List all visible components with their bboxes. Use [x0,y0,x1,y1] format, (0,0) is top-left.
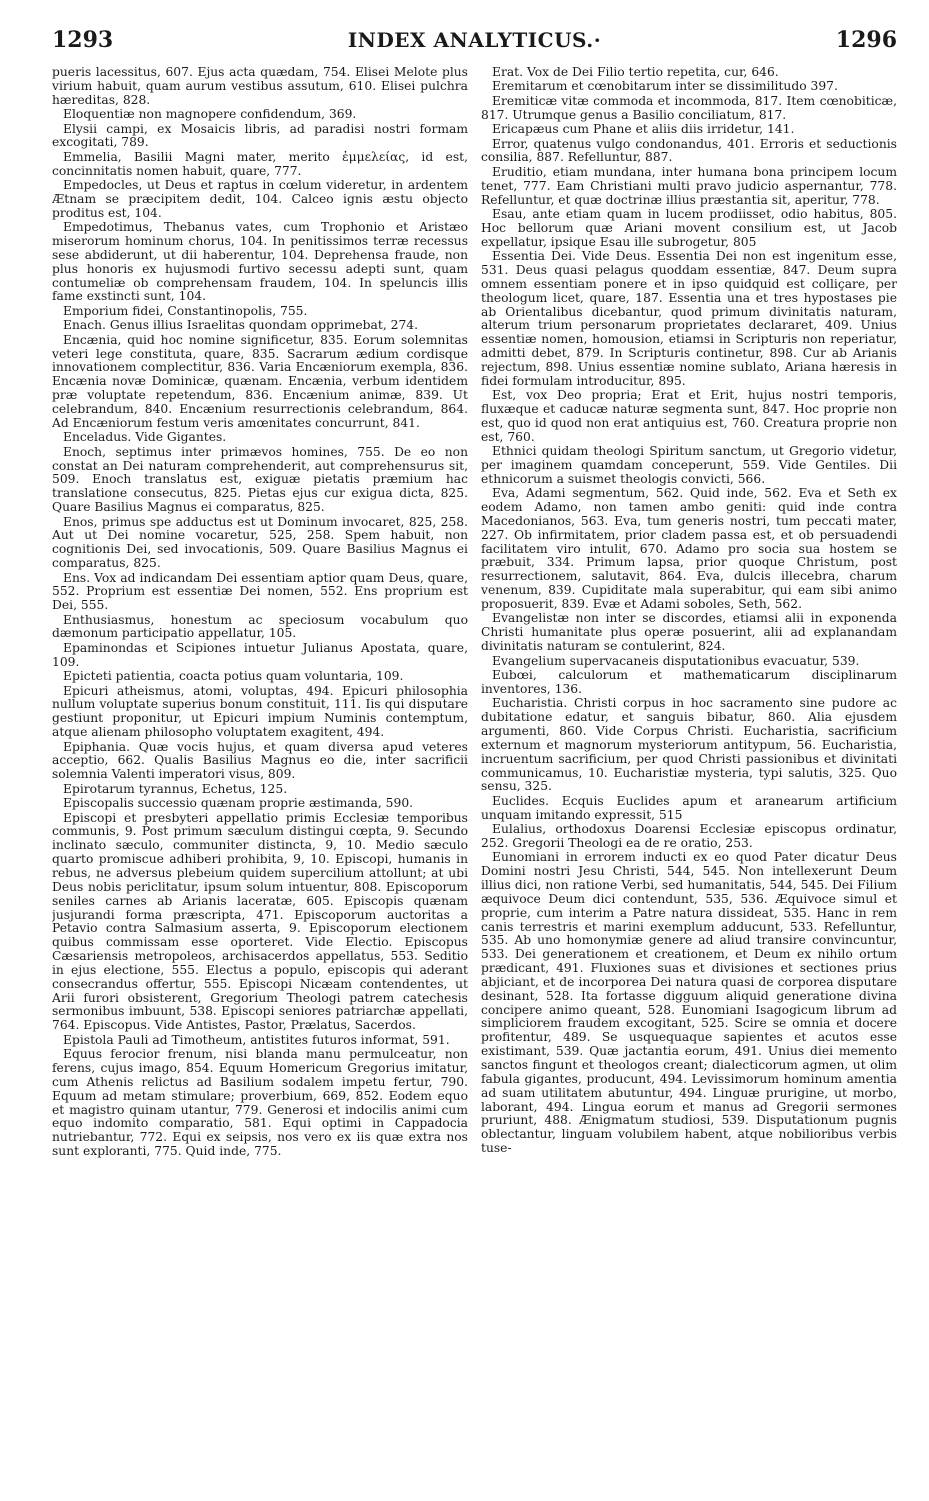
index-entry: Eva, Adami segmentum, 562. Quid inde, 562. Eva et Seth ex eodem Adamo, non tamen ambo geniti: quid inde contra Macedonianos, 563. Eva, tum generis nostri, tum peccati mater, 227. Ob infirmitatem, prior cladem passa est, et ob persuadendi facilitatem viro intulit, 670. Adamo pro socia sua hostem se præbuit, 334. Primum lapsa, prior quoque Christum, post resurrectionem, salutavit, 864. Eva, dulcis illecebra, charum venenum, 839. Cupiditate mala superabitur, qui eam sibi animo proposuerit, 839. Evæ et Adami soboles, Seth, 562. [481,486,897,611]
index-entry: Enoch, septimus inter primævos homines, 755. De eo non constat an Dei naturam comprehenderit, aut comprehensurus sit, 509. Enoch translatus est, exiguæ pietatis præmium hac translatione consecutus, 825. Pietas ejus cur exigua dicta, 825. Quare Basilius Magnus ei comparatus, 825. [52,444,468,515]
index-entry: Epaminondas et Scipiones intuetur Julianus Apostata, quare, 109. [52,640,468,669]
index-entry: Eremitarum et cœnobitarum inter se dissimilitudo 397. [492,79,838,94]
index-entry: Eunomiani in errorem inducti ex eo quod Pater dicatur Deus Domini nostri Jesu Christi, 544, 545. Non intellexerunt Deum illius dici, non ratione Verbi, sed humanitatis, 544, 545. Dei Filium æquivoce Deum dici contendunt, 535, 536. Æquivoce simul et proprie, cum interim a Patre natura dissideat, 535. Hanc in rem canis terrestris et marini exemplum adducunt, 533. Refelluntur, 535. Ab uno homonymiæ genere ad aliud transire convincuntur, 533. Dei generationem et creationem, et Deum ex nihilo ortum prædicant, 491. Fluxiones suas et divisiones et sectiones prius abjiciant, et de incorporea Dei natura quasi de corporea disputare desinant, 528. Ita fortasse digguum aliquid generatione divina concipere animo queant, 528. Eunomiani Isagogicum librum ad simpliciorem fraudem excogitant, 525. Scire se omnia et docere profitentur, 489. Se usquequaque sapientes et acutos esse existimant, 539. Quæ jactantia eorum, 491. Unius diei memento sanctos fingunt et theologos creant; dialecticorum agmen, ut olim fabula gigantes, producunt, 494. Levissimorum hominum amentia ad suam utilitatem abutuntur, 494. Linguæ prurigine, ut morbo, laborant, 494. Lingua eorum et manus ad Gregorii sermones pruriunt, 488. Ænigmatum studiosi, 539. Disputationum pugnis oblectantur, linguam volubilem habent, atque nobilioribus verbis tuse- [481,850,897,1156]
index-entry: Est, vox Deo propria; Erat et Erit, hujus nostri temporis, fluxæque et caducæ naturæ segmenta sunt, 847. Hoc proprie non est, quo id quod non erat antiquius est, 760. Creatura proprie non est, 760. [481,388,897,444]
index-entry: Epicuri atheismus, atomi, voluptas, 494. Epicuri philosophia nullum voluptate superius bonum constituit, 111. Iis qui disputare gestiunt proponitur, ut Epicuri impium Numinis contemptum, atque alienam philosopho voluptatem exagitent, 494. [52,683,468,740]
index-entry: Enthusiasmus, honestum ac speciosum vocabulum quo dæmonum participatio appellatur, 105. [52,612,468,641]
index-entry: Episcopi et presbyteri appellatio primis Ecclesiæ temporibus communis, 9. Post primum sæculum distingui cœpta, 9. Secundo inclinato sæculo, communiter distincta, 9, 10. Medio sæculo quarto promiscue adhiberi prohibita, 9, 10. Episcopi, humanis in rebus, ne adversus plebeium quidem supercilium attollunt; at ubi Deus nobis periclitatur, ipsum solum intuentur, 808. Episcoporum seniles carnes ab Arianis laceratæ, 605. Episcopis quænam jusjurandi forma præscripta, 471. Episcoporum auctoritas a Petavio contra Salmasium asserta, 9. Episcoporum electionem quibus commissam esse oporteret. Vide Electio. Episcopus Cæsariensis metropoleos, archisacerdos appellatus, 553. Seditio in ejus electione, 555. Electus a populo, episcopis qui aderant consecrandus offertur, 555. Episcopi Nicæam contendentes, ut Arii furori obsisterent, Gregorium Theologi patrem catechesis sermonibus imbuunt, 538. Episcopi seniores patriarchæ appellati, 764. Episcopus. Vide Antistes, Pastor, Prælatus, Sacerdos. [52,810,468,1033]
page-number-left: 1293 [52,27,114,53]
index-entry: Epicteti patientia, coacta potius quam voluntaria, 109. [63,669,404,684]
index-entry: Ens. Vox ad indicandam Dei essentiam aptior quam Deus, quare, 552. Proprium est essentiæ Dei nomen, 552. Ens proprium est Dei, 555. [52,570,468,613]
index-entry: Evangelistæ non inter se discordes, etiamsi alii in exponenda Christi humanitate plus operæ posuerint, alii ad explanandam divinitatis naturam se contulerint, 824. [481,611,897,654]
index-entry: Empedocles, ut Deus et raptus in cœlum videretur, in ardentem Ætnam se præcipitem dedit, 104. Calceo ignis æstu objecto proditus est, 104. [52,178,468,220]
index-entry: Emmelia, Basilii Magni mater, merito ἐμμελείας, id est, concinnitatis nomen habuit, quare, 777. [52,149,468,178]
index-entry: Eloquentiæ non magnopere confidendum, 369. [63,107,357,122]
index-entry: Essentia Dei. Vide Deus. Essentia Dei non est ingenitum esse, 531. Deus quasi pelagus quoddam essentiæ, 847. Deum supra omnem essentiam ponere et in ipso quidquid est colliçare, per theologum licet, quare, 187. Essentia una et tres hypostases pie ab Orientalibus dicebantur, quod primum divinitatis naturam, alterum trium personarum proprietates declararet, 409. Unius essentiæ nomen, homousion, etiamsi in Scripturis non reperiatur, admitti debet, 879. In Scripturis continetur, 898. Cur ab Arianis rejectum, 898. Unius essentiæ nomine sublato, Ariana hæresis in fidei formulam introducitur, 895. [481,249,897,388]
index-entry: Episcopalis successio quænam proprie æstimanda, 590. [63,796,414,811]
index-entry: Eruditio, etiam mundana, inter humana bona principem locum tenet, 777. Eam Christiani multi pravo judicio aspernantur, 778. Refelluntur, et quæ doctrinæ illius præstantia sit, aperitur, 778. [481,164,897,207]
index-entry: Enos, primus spe adductus est ut Dominum invocaret, 825, 258. Aut ut Dei nomine vocaretur, 525, 258. Spem habuit, non cognitionis Dei, sed invocationis, 509. Quare Basilius Magnus ei comparatus, 825. [52,514,468,571]
index-entry: Empedotimus, Thebanus vates, cum Trophonio et Aristæo miserorum hominum chorus, 104. In penitissimos terræ recessus sese abdiderunt, ut dii haberentur, 104. Deprehensa fraude, non plus honoris ex hujusmodi furtivo secessu adepti sunt, quam contumeliæ ob comprehensam fraudem, 104. In speluncis illis fame exstincti sunt, 104. [52,220,468,304]
index-entry: Euclides. Ecquis Euclides apum et aranearum artificium unquam imitando expressit, 515 [481,793,897,822]
index-entry: Esau, ante etiam quam in lucem prodiisset, odio habitus, 805. Hoc bellorum quæ Ariani movent consilium est, ut Jacob expellatur, ipsique Esau ille subrogetur, 805 [481,207,897,249]
index-entry: Eubœi, calculorum et mathematicarum disciplinarum inventores, 136. [481,668,897,696]
page-header [52,22,897,58]
index-columns [52,66,897,1496]
page-number-right: 1296 [835,27,897,53]
right-column [481,66,897,1496]
index-entry: Erat. Vox de Dei Filio tertio repetita, cur, 646. [492,66,779,79]
index-entry: Encænia, quid hoc nomine significetur, 835. Eorum solemnitas veteri lege constituta, quare, 835. Sacrarum ædium cordisque innovationem complectitur, 836. Varia Encæniorum exempla, 836. Encænia novæ Dominicæ, quænam. Encænia, verbum identidem præ voluptate repetendum, 836. Encænium animæ, 839. Ut celebrandum, 840. Encænium resurrectionis celebrandum, 864. Ad Encæniorum festum veris amœnitates concurrunt, 841. [52,332,468,430]
index-entry: Enceladus. Vide Gigantes. [63,430,227,445]
index-entry: Eremiticæ vitæ commoda et incommoda, 817. Item cœnobiticæ, 817. Utrumque genus a Basilio conciliatum, 817. [481,93,897,122]
index-entry: Evangelium supervacaneis disputationibus evacuatur, 539. [492,653,860,668]
index-entry: Epistola Pauli ad Timotheum, antistites futuros informat, 591. [63,1032,450,1047]
index-entry: Equus ferocior frenum, nisi blanda manu permulceatur, non ferens, cujus imago, 854. Equum Homericum Gregorius imitatur, cum Athenis relictus ad Basilium sodalem impetu fertur, 790. Equum ad metam stimulare; proverbium, 669, 852. Eodem equo et magistro quinam utantur, 779. Generosi et indocilis animi cum equo indomito comparatio, 581. Equi optimi in Cappadocia nutriebantur, 772. Equi ex seipsis, nos vero ex iis quæ extra nos sunt exploranti, 775. Quid inde, 775. [52,1047,468,1159]
index-entry: pueris lacessitus, 607. Ejus acta quædam, 754. Elisei Melote plus virium habuit, quam aurum vestibus assutum, 610. Elisei pulchra hæreditas, 828. [52,66,468,107]
index-entry: Error, quatenus vulgo condonandus, 401. Erroris et seductionis consilia, 887. Refelluntur, 887. [481,136,897,165]
index-entry: Enach. Genus illius Israelitas quondam opprimebat, 274. [63,318,419,333]
index-entry: Eulalius, orthodoxus Doarensi Ecclesiæ episcopus ordinatur, 252. Gregorii Theologi ea de re oratio, 253. [481,822,897,850]
index-entry: Epirotarum tyrannus, Echetus, 125. [63,781,288,796]
index-entry: Ericapæus cum Phane et aliis diis irridetur, 141. [492,122,795,137]
left-column [52,66,468,1496]
running-title: INDEX ANALYTICUS.· [347,28,602,52]
index-entry: Ethnici quidam theologi Spiritum sanctum, ut Gregorio videtur, per imaginem quamdam conceperunt, 559. Vide Gentiles. Dii ethnicorum a suismet theologis convicti, 566. [481,444,897,486]
index-entry: Emporium fidei, Constantinopolis, 755. [63,303,308,318]
index-entry: Epiphania. Quæ vocis hujus, et quam diversa apud veteres acceptio, 662. Qualis Basilius Magnus eo die, inter sacrificii solemnia Valenti imperatori visus, 809. [52,739,468,782]
index-entry: Eucharistia. Christi corpus in hoc sacramento sine pudore ac dubitatione edatur, et sanguis bibatur, 860. Alia ejusdem argumenti, 860. Vide Corpus Christi. Eucharistia, sacrificium externum et magnorum mysteriorum antitypum, 56. Eucharistia, incruentum sacrificium, per quod Christi passionibus et divinitati communicamus, 10. Eucharistiæ mysteria, typi salutis, 325. Quo sensu, 325. [481,696,897,794]
index-entry: Elysii campi, ex Mosaicis libris, ad paradisi nostri formam excogitati, 789. [52,121,468,150]
